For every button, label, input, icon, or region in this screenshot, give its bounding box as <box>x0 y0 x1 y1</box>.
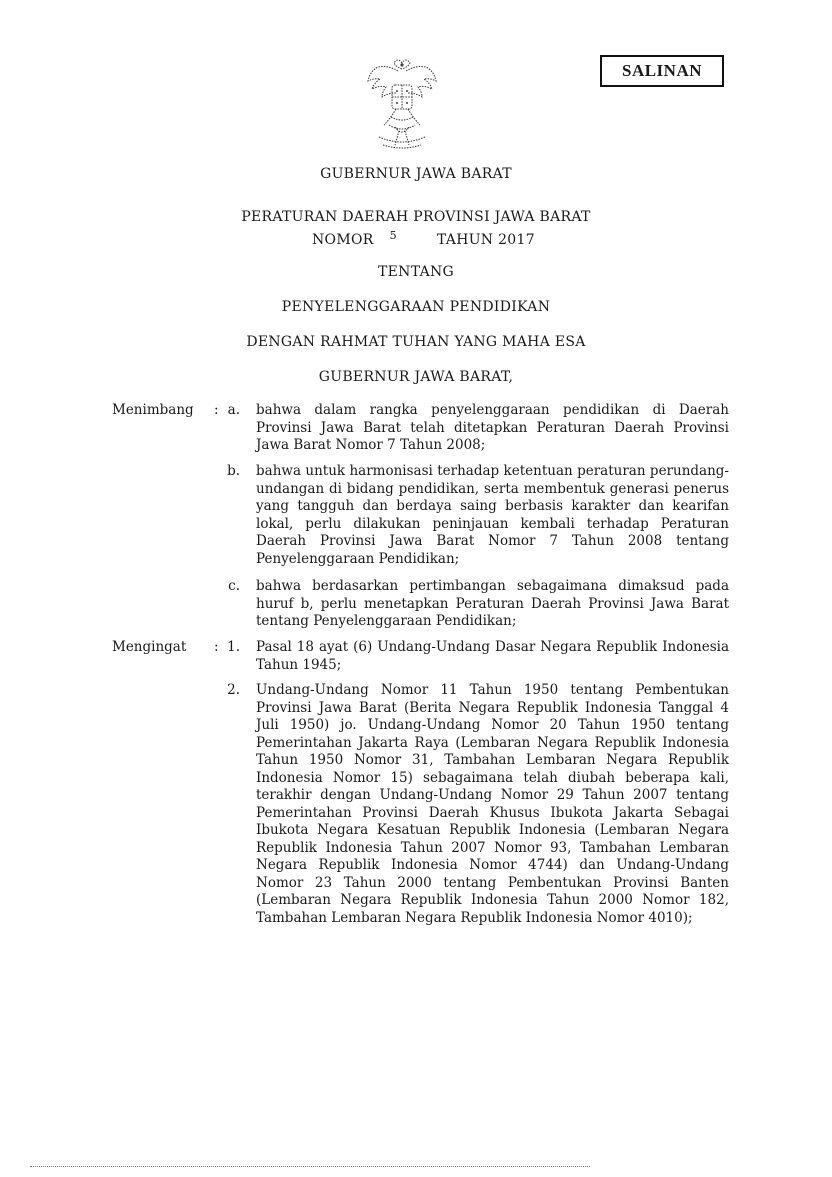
menimbang-marker-c: c. <box>228 578 240 594</box>
menimbang-marker-a: a. <box>227 402 240 418</box>
regulation-subject: PENYELENGGARAAN PENDIDIKAN <box>281 299 551 315</box>
regulation-number-line <box>312 229 535 248</box>
mengingat-marker-2: 2. <box>227 682 240 698</box>
governor-heading: GUBERNUR JAWA BARAT, <box>318 369 514 385</box>
mengingat-item-1: Pasal 18 ayat (6) Undang-Undang Dasar Negara Republik Indonesia Tahun 1945; <box>256 639 729 673</box>
governor-office-heading: GUBERNUR JAWA BARAT <box>320 166 512 182</box>
salinan-stamp <box>600 55 724 87</box>
menimbang-colon: : <box>214 402 219 418</box>
menimbang-label: Menimbang <box>112 402 194 418</box>
menimbang-item-b: bahwa untuk harmonisasi terhadap ketentuan peraturan perundang-undangan di bidang pendidikan, serta membentuk generasi penerus yang tangguh dan berdaya saing berbasis karakter dan kearifan lokal, perlu dilakukan peninjauan kembali terhadap Peraturan Daerah Provinsi Jawa Barat Nomor 7 Tahun 2008 tentang Penyelenggaraan Pendidikan; <box>256 463 729 567</box>
scan-artifact-line <box>30 1166 590 1169</box>
nomor-value: 5 <box>389 229 397 242</box>
menimbang-marker-b: b. <box>227 463 240 479</box>
regulation-title: PERATURAN DAERAH PROVINSI JAWA BARAT <box>241 209 591 225</box>
mengingat-marker-1: 1. <box>227 639 240 655</box>
blessing-line: DENGAN RAHMAT TUHAN YANG MAHA ESA <box>246 334 586 350</box>
garuda-emblem-icon <box>365 55 439 153</box>
menimbang-item-c: bahwa berdasarkan pertimbangan sebagaimana dimaksud pada huruf b, perlu menetapkan Peraturan Daerah Provinsi Jawa Barat tentang Penyelenggaraan Pendidikan; <box>256 578 729 629</box>
salinan-label: SALINAN <box>621 61 703 80</box>
mengingat-label: Mengingat <box>112 639 187 655</box>
mengingat-colon: : <box>214 639 219 655</box>
nomor-label: NOMOR <box>312 232 374 248</box>
mengingat-item-2: Undang-Undang Nomor 11 Tahun 1950 tentang Pembentukan Provinsi Jawa Barat (Berita Negara Republik Indonesia Tanggal 4 Juli 1950) jo. Undang-Undang Nomor 20 Tahun 1950 tentang Pemerintahan Jakarta Raya (Lembaran Negara Republik Indonesia Tahun 1950 Nomor 31, Tambahan Lembaran Negara Republik Indonesia Nomor 15) sebagaimana telah diubah beberapa kali, terakhir dengan Undang-Undang Nomor 29 Tahun 2007 tentang Pemerintahan Provinsi Daerah Khusus Ibukota Jakarta Sebagai Ibukota Negara Kesatuan Republik Indonesia (Lembaran Negara Republik Indonesia Tahun 2007 Nomor 93, Tambahan Lembaran Negara Republik Indonesia Nomor 4744) dan Undang-Undang Nomor 23 Tahun 2000 tentang Pembentukan Provinsi Banten (Lembaran Negara Republik Indonesia Tahun 2000 Nomor 182, Tambahan Lembaran Negara Republik Indonesia Nomor 4010); <box>256 682 729 926</box>
tahun-label: TAHUN 2017 <box>436 232 535 248</box>
menimbang-item-a: bahwa dalam rangka penyelenggaraan pendidikan di Daerah Provinsi Jawa Barat telah ditetapkan Peraturan Daerah Provinsi Jawa Barat Nomor 7 Tahun 2008; <box>256 402 729 453</box>
tentang-heading: TENTANG <box>377 264 455 280</box>
